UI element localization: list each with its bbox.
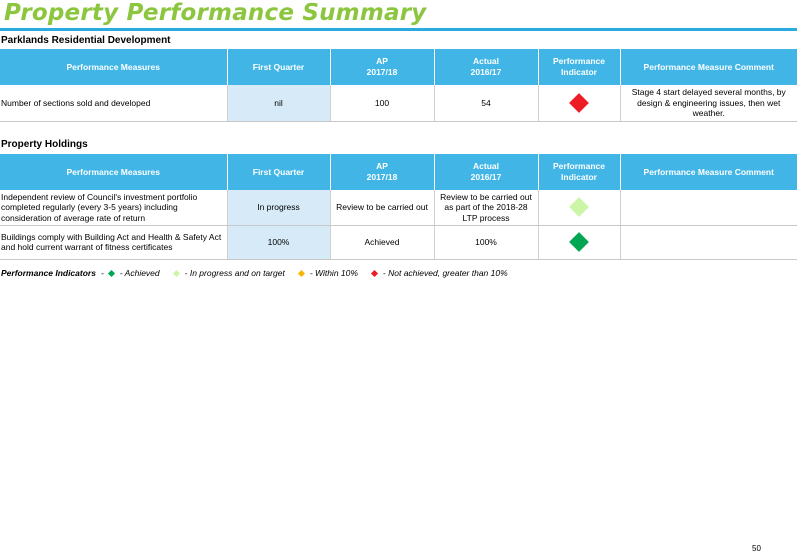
header-actual: Actual 2016/17 — [434, 49, 538, 85]
table-row — [0, 85, 797, 121]
legend-label: - Achieved — [119, 268, 160, 278]
measure-cell: Independent review of Council's investment portfolio completed regularly (every 3-5 years) including consideration of average rate of return — [0, 190, 227, 225]
table-row — [0, 225, 797, 259]
header-ap: AP 2017/18 — [330, 49, 434, 85]
section-title-parklands: Parklands Residential Development — [1, 35, 171, 46]
indicator-cell — [538, 190, 620, 225]
header-indicator: Performance Indicator — [538, 154, 620, 190]
ap-cell: Achieved — [330, 225, 434, 259]
header-comment: Performance Measure Comment — [620, 154, 797, 190]
table-row — [0, 190, 797, 225]
comment-cell: Stage 4 start delayed several months, by design & engineering issues, then wet weather. — [620, 85, 797, 121]
header-ap: AP 2017/18 — [330, 154, 434, 190]
in-progress-indicator-icon — [569, 197, 589, 217]
not-achieved-diamond-icon — [371, 269, 378, 276]
indicator-cell — [538, 85, 620, 121]
parklands-table — [0, 49, 797, 122]
legend-label: - In progress and on target — [184, 268, 285, 278]
performance-indicators-legend — [1, 268, 522, 278]
within-10-diamond-icon — [298, 269, 305, 276]
measure-cell: Number of sections sold and developed — [0, 85, 227, 121]
ap-cell: 100 — [330, 85, 434, 121]
legend-label: - Within 10% — [309, 268, 358, 278]
actual-cell: 100% — [434, 225, 538, 259]
in-progress-diamond-icon — [173, 269, 180, 276]
title-divider — [0, 28, 797, 31]
indicator-cell — [538, 225, 620, 259]
header-comment: Performance Measure Comment — [620, 49, 797, 85]
legend-title: Performance Indicators — [1, 268, 96, 278]
actual-cell: Review to be carried out as part of the 2018-28 LTP process — [434, 190, 538, 225]
first-quarter-cell: In progress — [227, 190, 330, 225]
header-measures: Performance Measures — [0, 154, 227, 190]
legend-separator: - — [100, 268, 104, 278]
actual-cell: 54 — [434, 85, 538, 121]
legend-item-within-10 — [299, 268, 358, 278]
comment-cell — [620, 225, 797, 259]
section-title-property-holdings: Property Holdings — [1, 139, 88, 150]
page-number: 50 — [752, 544, 761, 553]
page-title: Property Performance Summary — [4, 0, 427, 26]
achieved-diamond-icon — [108, 269, 115, 276]
legend-item-in-progress — [174, 268, 285, 278]
table-header-row — [0, 154, 797, 190]
header-actual: Actual 2016/17 — [434, 154, 538, 190]
legend-item-achieved — [109, 268, 160, 278]
header-first-quarter: First Quarter — [227, 49, 330, 85]
property-holdings-table — [0, 154, 797, 260]
measure-cell: Buildings comply with Building Act and Health & Safety Act and hold current warrant of fitness certificates — [0, 225, 227, 259]
not-achieved-indicator-icon — [569, 93, 589, 113]
comment-cell — [620, 190, 797, 225]
first-quarter-cell: nil — [227, 85, 330, 121]
header-indicator: Performance Indicator — [538, 49, 620, 85]
header-first-quarter: First Quarter — [227, 154, 330, 190]
header-measures: Performance Measures — [0, 49, 227, 85]
ap-cell: Review to be carried out — [330, 190, 434, 225]
legend-label: - Not achieved, greater than 10% — [382, 268, 508, 278]
table-header-row — [0, 49, 797, 85]
legend-item-not-achieved — [372, 268, 508, 278]
achieved-indicator-icon — [569, 232, 589, 252]
first-quarter-cell: 100% — [227, 225, 330, 259]
